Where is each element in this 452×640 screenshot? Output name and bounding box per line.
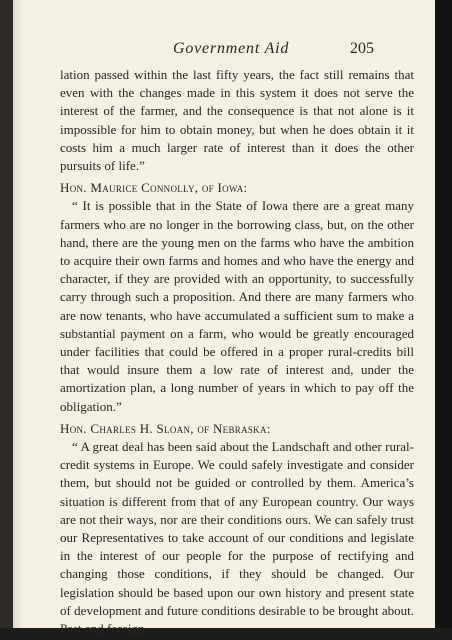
page-header: [13, 40, 435, 60]
book-page: [13, 0, 435, 637]
running-title: Government Aid: [173, 40, 290, 57]
quote-paragraph: “ It is possible that in the State of Iowa there are a great many farmers who are no longer in the borrowing class, but, on the other hand, there are the young men on the farms who have the ambition to acquire their own farms and homes and who have the energy and character, if they are provided with an opportunity, to successfully carry through such a proposition. And there are many farmers who are now tenants, who have accumulated a sufficient sum to make a substantial payment on a farm, who would be greatly encouraged under facilities that could be offered in a proper rural-credits bill that would insure them a low rate of interest and, under the amortization plan, a long number of years in which to pay off the obligation.”: [60, 198, 414, 414]
page-body: [60, 66, 414, 638]
speaker-heading: Hon. Maurice Connolly, of Iowa:: [60, 180, 248, 196]
continuation-paragraph: lation passed within the last fifty years, the fact still remains that even with the changes made in this system it does not serve the interest of the farmer, and the consequence is that not alone is it impossible for him to obtain money, but when he does obtain it it costs him a much larger rate of interest than it does the other pursuits of life.”: [60, 67, 414, 174]
page-gutter-shadow: [13, 0, 23, 628]
page-number: 205: [350, 40, 374, 57]
scan-border-left: [0, 0, 13, 640]
scan-border-right: [435, 0, 452, 640]
speaker-heading: Hon. Charles H. Sloan, of Nebraska:: [60, 420, 271, 436]
quote-paragraph: “ A great deal has been said about the Landschaft and other rural-credit systems in Europe. We could safely investigate and consider them, but should not be guided or controlled by them. America’s situation is different from that of any European country. Our ways are not their ways, nor are their conditions ours. We can safely trust our Representatives to take account of our conditions and legislate in the interest of our people for the purpose of rectifying and changing those conditions, if they should be changed. Our legislation should be based upon our own history and present state of development and future conditions desirable to be brought about. Past and foreign: [60, 439, 414, 637]
